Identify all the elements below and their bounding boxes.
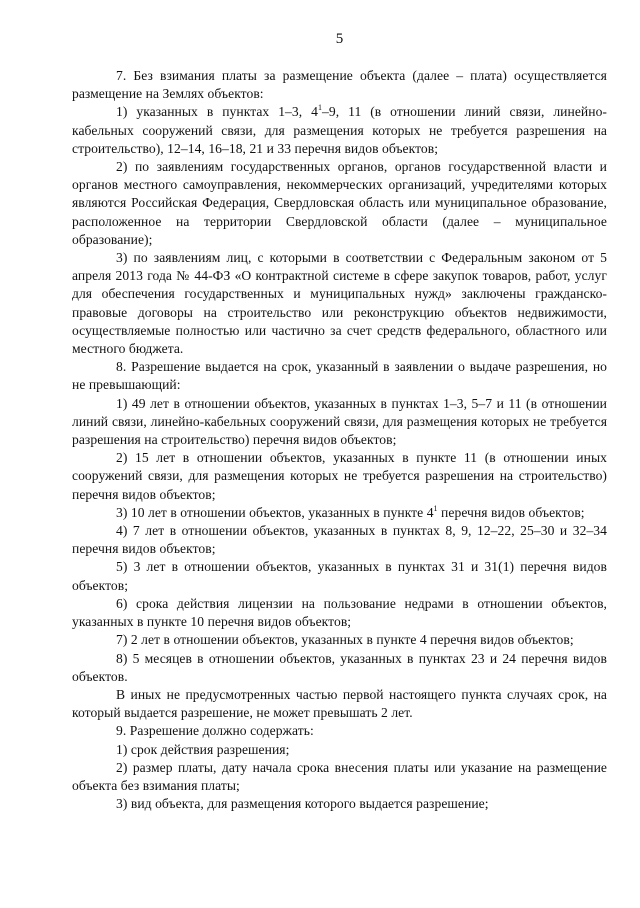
paragraph-text: –9, 11 (в отношении линий связи, линейно-кабельных сооружений связи, для размещения которых не требуется разрешения на строительство), 12–14, 16–18, 21 и 33 перечня видов объектов; [72,104,607,156]
paragraph-8-item-2: 2) 15 лет в отношении объектов, указанных в пункте 11 (в отношении иных сооружений связи, для размещения которых не требуется разрешения на строительство) перечня видов объектов; [72,450,607,502]
paragraph-8-item-1: 1) 49 лет в отношении объектов, указанных в пунктах 1–3, 5–7 и 11 (в отношении линий связи, линейно-кабельных сооружений связи, для размещения которых не требуется разрешения на строительство) перечня видов объектов; [72,395,607,448]
paragraph-7-item-2: 2) по заявлениям государственных органов, органов государственной власти и органов местного самоуправления, некоммерческих организаций, учредителями которых являются Российская Федерация, Свердловская область или муниципальное образование, расположенное на территории Свердловской области (далее – муниципальное образование); [72,159,607,247]
paragraph-8-closing: В иных не предусмотренных частью первой настоящего пункта случаях срок, на который выдается разрешение, не может превышать 2 лет. [72,686,607,721]
paragraph-text: перечня видов объектов; [437,504,585,520]
paragraph-8-item-7: 7) 2 лет в отношении объектов, указанных в пункте 4 перечня видов объектов; [116,632,574,648]
paragraph-9-item-3: 3) вид объекта, для размещения которого выдается разрешение; [116,796,489,812]
paragraph-text: 1) указанных в пунктах 1–3, 4 [116,104,318,120]
paragraph-text: 3) 10 лет в отношении объектов, указанных в пункте 4 [116,504,434,520]
paragraph-7-item-1 [72,103,607,158]
paragraph-8-item-4: 4) 7 лет в отношении объектов, указанных в пунктах 8, 9, 12–22, 25–30 и 32–34 перечня видов объектов; [72,523,607,557]
paragraph-8-item-3 [72,504,607,522]
paragraph-8-item-6: 6) срока действия лицензии на пользование недрами в отношении объектов, указанных в пункте 10 перечня видов объектов; [72,595,607,630]
paragraph-9-item-1: 1) срок действия разрешения; [116,741,290,757]
paragraph-9-item-2: 2) размер платы, дату начала срока внесения платы или указание на размещение объекта без взимания платы; [72,759,607,793]
document-page [72,30,607,813]
page-number: 5 [335,31,344,47]
superscript: 1 [433,503,438,513]
paragraph-8-item-8: 8) 5 месяцев в отношении объектов, указанных в пунктах 23 и 24 перечня видов объектов. [72,650,607,684]
paragraph-8-item-5: 5) 3 лет в отношении объектов, указанных в пунктах 31 и 31(1) перечня видов объектов; [72,559,607,593]
paragraph-8-intro: 8. Разрешение выдается на срок, указанный в заявлении о выдаче разрешения, но не превышающий: [72,359,607,393]
superscript: 1 [317,103,323,113]
paragraph-7-intro: 7. Без взимания платы за размещение объекта (далее – плата) осуществляется размещение на Землях объектов: [72,68,607,102]
paragraph-7-item-3: 3) по заявлениям лиц, с которыми в соответствии с Федеральным законом от 5 апреля 2013 года № 44-ФЗ «О контрактной системе в сфере закупок товаров, работ, услуг для обеспечения государственных и муниципальных нужд» заключены гражданско-правовые договоры на строительство или реконструкцию объектов недвижимости, осуществляемые полностью или частично за счет средств федерального, областного или местного бюджета. [72,250,607,357]
paragraph-9-intro: 9. Разрешение должно содержать: [116,723,314,739]
